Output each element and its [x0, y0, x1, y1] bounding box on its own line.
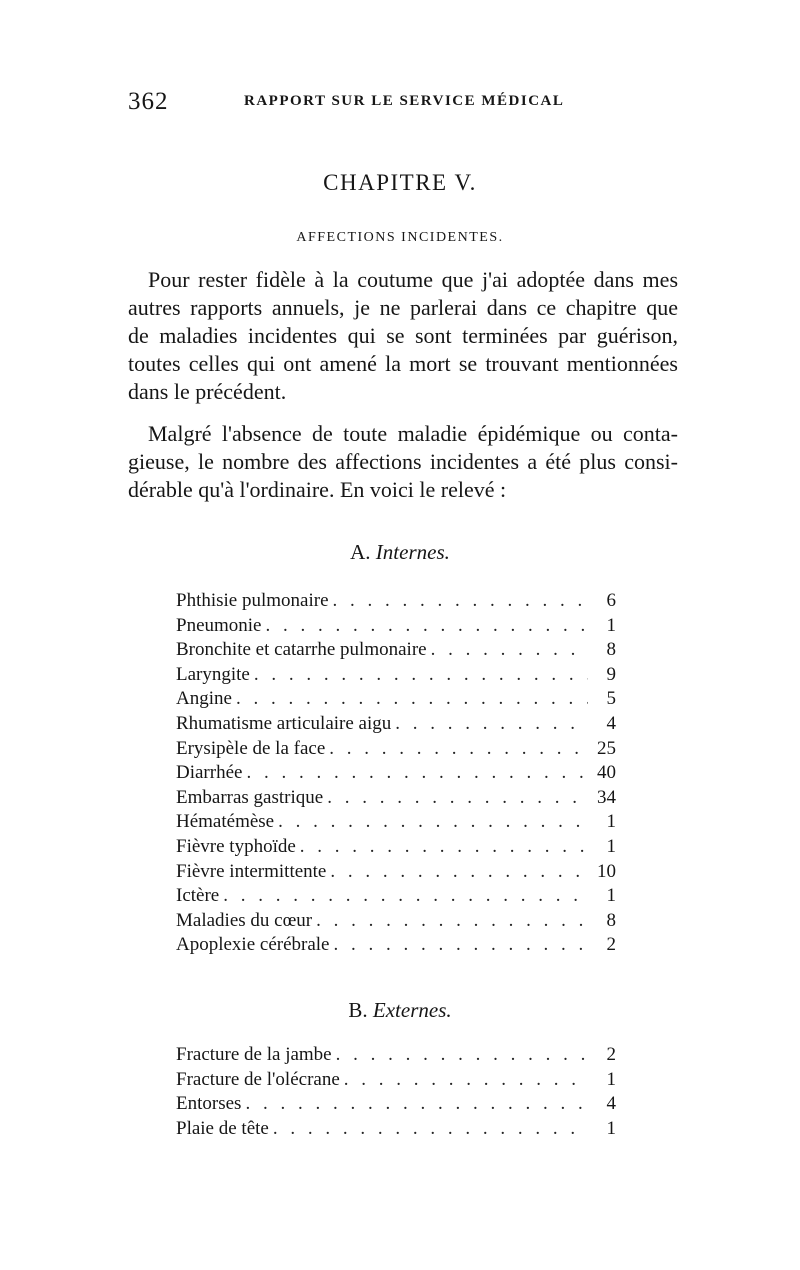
- paragraph-line: dérable qu'à l'ordinaire. En voici le relevé :: [128, 477, 507, 502]
- list-item: [176, 762, 616, 787]
- chapter-subtitle: AFFECTIONS INCIDENTES.: [296, 230, 504, 245]
- list-item: [176, 1118, 616, 1143]
- list-item: [176, 615, 616, 640]
- section-a-title: Internes.: [375, 540, 450, 564]
- list-item: [176, 811, 616, 836]
- leader-dots: [254, 664, 588, 686]
- section-a-letter: A.: [350, 540, 371, 564]
- leader-dots: [333, 590, 588, 612]
- item-label: Pneumonie: [176, 614, 262, 636]
- item-label: Rhumatisme articulaire aigu: [176, 712, 392, 734]
- item-count: 1: [606, 885, 616, 907]
- list-item: [176, 639, 616, 664]
- item-count: 25: [597, 737, 616, 759]
- item-count: 4: [606, 712, 616, 734]
- list-item: [176, 1093, 616, 1118]
- item-count: 2: [606, 1044, 616, 1065]
- item-label: Laryngite: [176, 663, 250, 685]
- leader-dots: [266, 615, 589, 637]
- item-label: Maladies du cœur: [176, 909, 313, 931]
- paragraph-1: [128, 266, 678, 406]
- item-count: 2: [606, 934, 616, 956]
- item-count: 1: [606, 811, 616, 833]
- list-item: [176, 688, 616, 713]
- item-count: 9: [606, 663, 616, 685]
- list-item: [176, 1044, 616, 1069]
- list-item: [176, 713, 616, 738]
- running-title: RAPPORT SUR LE SERVICE MÉDICAL: [244, 93, 565, 109]
- section-b-list: [176, 1044, 616, 1142]
- item-label: Ictère: [176, 885, 220, 907]
- list-item: [176, 910, 616, 935]
- item-label: Entorses: [176, 1093, 242, 1115]
- leader-dots: [223, 885, 588, 907]
- item-label: Angine: [176, 688, 232, 710]
- item-count: 6: [606, 590, 616, 611]
- item-count: 8: [606, 639, 616, 661]
- section-b-heading: [0, 998, 800, 1023]
- item-label: Fièvre intermittente: [176, 860, 327, 882]
- item-label: Diarrhée: [176, 762, 243, 784]
- leader-dots: [316, 910, 588, 932]
- item-count: 40: [597, 762, 616, 784]
- paragraph-line: de maladies incidentes qui se sont terminées par guérison,: [128, 323, 678, 348]
- paragraph-line: Malgré l'absence de toute maladie épidémique ou conta-: [148, 421, 678, 446]
- paragraph-line: gieuse, le nombre des affections incidentes a été plus consi-: [128, 449, 678, 474]
- leader-dots: [300, 836, 588, 858]
- leader-dots: [329, 738, 588, 760]
- item-label: Bronchite et catarrhe pulmonaire: [176, 639, 427, 661]
- item-count: 34: [597, 786, 616, 808]
- list-item: [176, 861, 616, 886]
- leader-dots: [236, 688, 588, 710]
- item-count: 1: [606, 1068, 616, 1090]
- paragraph-line: toutes celles qui ont amené la mort se trouvant mentionnées: [128, 351, 678, 376]
- paragraph-line: dans le précédent.: [128, 379, 287, 404]
- list-item: [176, 934, 616, 959]
- item-label: Hématémèse: [176, 811, 275, 833]
- item-count: 10: [597, 860, 616, 882]
- item-count: 1: [606, 1117, 616, 1139]
- chapter-title: CHAPITRE V.: [323, 170, 477, 195]
- section-b-title: Externes.: [372, 998, 452, 1022]
- leader-dots: [336, 1044, 588, 1066]
- list-item: [176, 885, 616, 910]
- list-item: [176, 1069, 616, 1094]
- leader-dots: [330, 861, 588, 883]
- paragraph-2: [128, 420, 678, 504]
- item-label: Fièvre typhoïde: [176, 835, 296, 857]
- section-a-heading: [0, 540, 800, 565]
- item-count: 1: [606, 614, 616, 636]
- item-label: Fracture de la jambe: [176, 1044, 332, 1065]
- leader-dots: [431, 639, 588, 661]
- leader-dots: [344, 1069, 588, 1091]
- list-item: [176, 836, 616, 861]
- item-label: Embarras gastrique: [176, 786, 324, 808]
- item-count: 8: [606, 909, 616, 931]
- page-number: 362: [128, 88, 169, 115]
- leader-dots: [246, 762, 588, 784]
- leader-dots: [278, 811, 588, 833]
- item-label: Erysipèle de la face: [176, 737, 326, 759]
- item-label: Fracture de l'olécrane: [176, 1068, 340, 1090]
- item-count: 4: [606, 1093, 616, 1115]
- section-a-list: [176, 590, 616, 959]
- section-b-letter: B.: [348, 998, 368, 1022]
- item-count: 1: [606, 835, 616, 857]
- item-count: 5: [606, 688, 616, 710]
- item-label: Apoplexie cérébrale: [176, 934, 330, 956]
- leader-dots: [395, 713, 588, 735]
- leader-dots: [327, 787, 588, 809]
- item-label: Phthisie pulmonaire: [176, 590, 329, 611]
- paragraph-line: autres rapports annuels, je ne parlerai dans ce chapitre que: [128, 295, 678, 320]
- item-label: Plaie de tête: [176, 1117, 269, 1139]
- list-item: [176, 787, 616, 812]
- list-item: [176, 590, 616, 615]
- list-item: [176, 738, 616, 763]
- leader-dots: [245, 1093, 588, 1115]
- paragraph-line: Pour rester fidèle à la coutume que j'ai adoptée dans mes: [148, 267, 678, 292]
- leader-dots: [334, 934, 589, 956]
- list-item: [176, 664, 616, 689]
- leader-dots: [273, 1118, 588, 1140]
